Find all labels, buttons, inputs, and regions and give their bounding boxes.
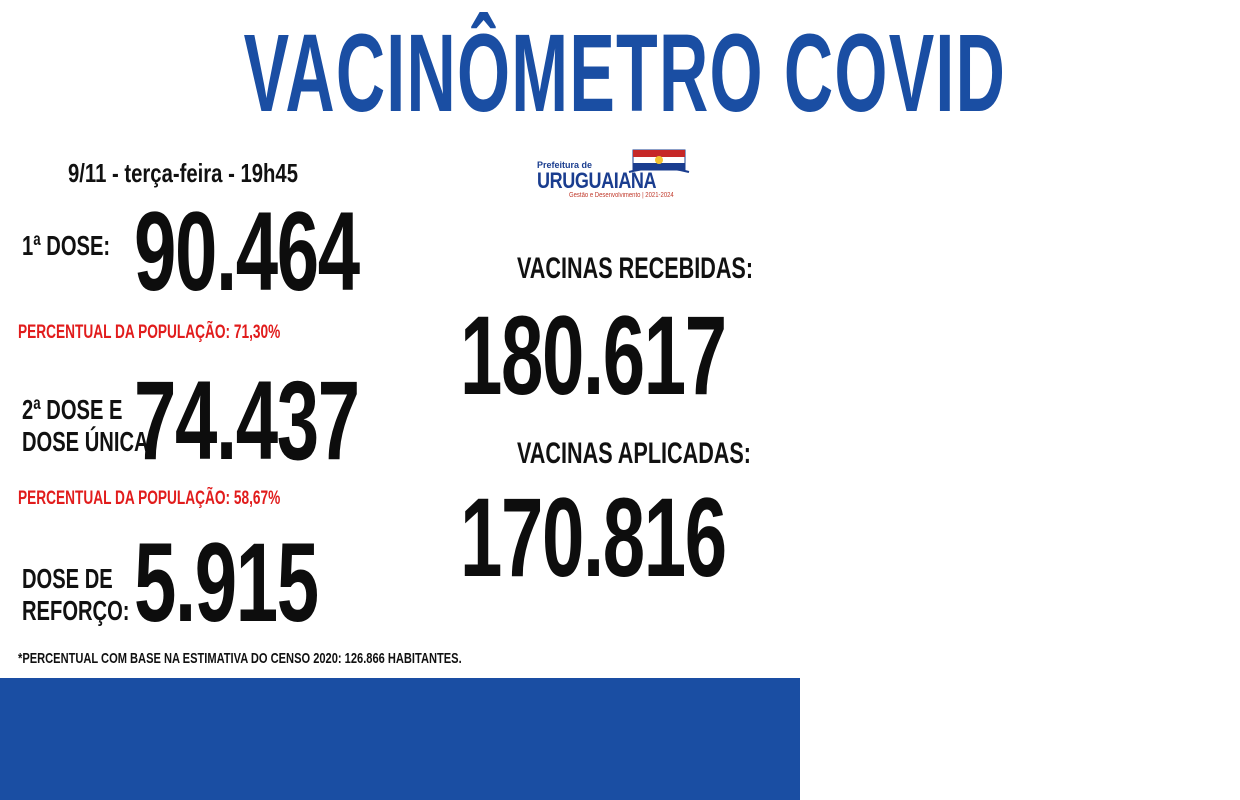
applied-label: VACINAS APLICADAS: bbox=[517, 437, 752, 470]
logo-name: URUGUAIANA bbox=[537, 168, 657, 193]
page-title: VACINÔMETRO COVID bbox=[243, 12, 1007, 135]
logo-prefix: Prefeitura de bbox=[537, 160, 593, 170]
applied-value: 170.816 bbox=[460, 475, 726, 600]
dose2-percent: PERCENTUAL DA POPULAÇÃO: 58,67% bbox=[18, 488, 281, 509]
bottom-band bbox=[0, 678, 800, 800]
received-label: VACINAS RECEBIDAS: bbox=[517, 252, 754, 285]
received-value: 180.617 bbox=[460, 293, 726, 418]
dose1-percent: PERCENTUAL DA POPULAÇÃO: 71,30% bbox=[18, 322, 281, 343]
dose2-value: 74.437 bbox=[134, 358, 359, 483]
booster-label: DOSE DE REFORÇO: bbox=[22, 563, 130, 626]
footnote: *PERCENTUAL COM BASE NA ESTIMATIVA DO CENSO 2020: 126.866 HABITANTES. bbox=[18, 650, 462, 667]
logo-tagline: Gestão e Desenvolvimento | 2021-2024 bbox=[569, 192, 674, 199]
dose2-label: 2ª DOSE E DOSE ÚNICA: bbox=[22, 394, 156, 457]
booster-value: 5.915 bbox=[134, 520, 318, 645]
dose1-value: 90.464 bbox=[134, 189, 359, 314]
dose1-label: 1ª DOSE: bbox=[22, 230, 111, 261]
city-logo bbox=[537, 146, 697, 206]
date-line: 9/11 - terça-feira - 19h45 bbox=[68, 158, 298, 188]
